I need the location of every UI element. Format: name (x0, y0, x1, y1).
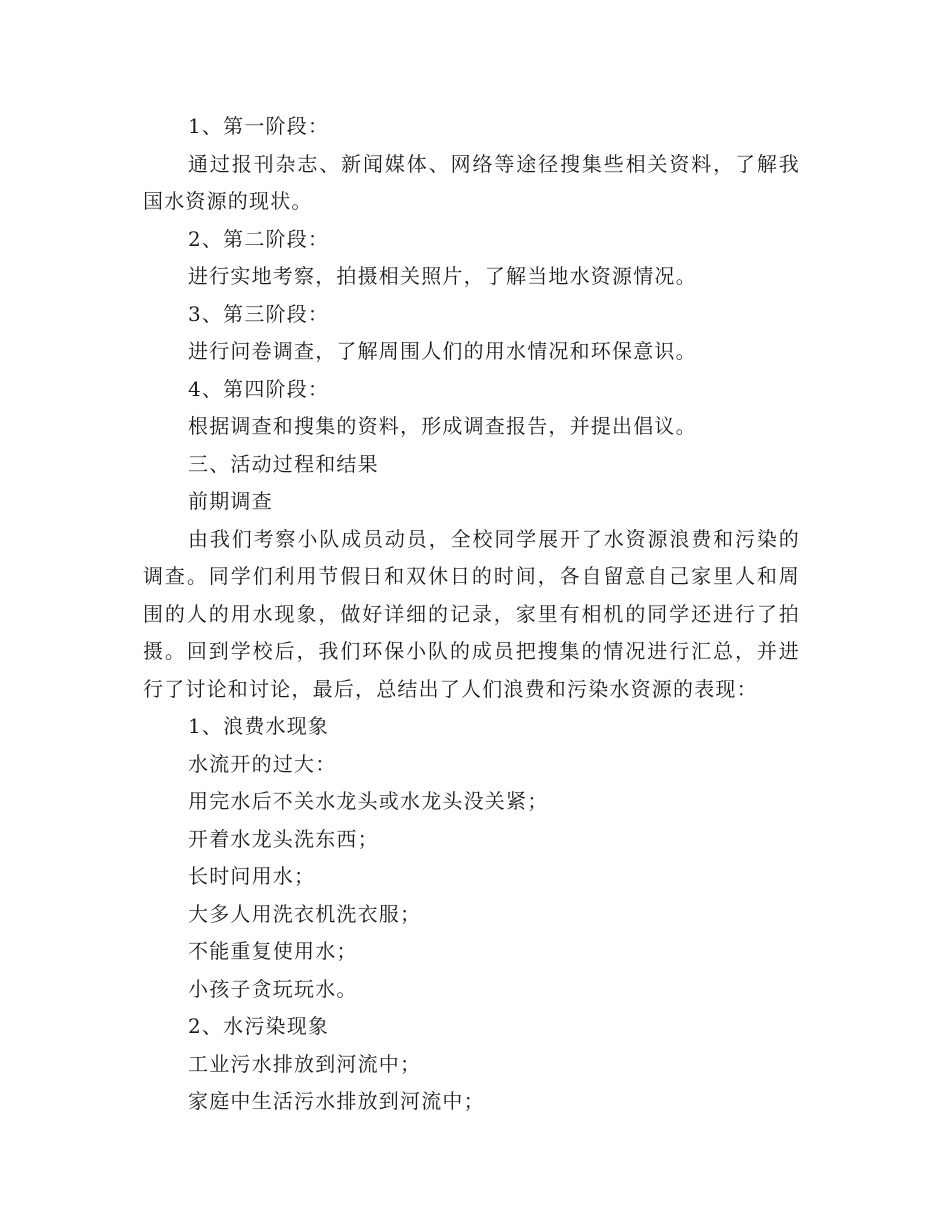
waste-item: 用完水后不关水龙头或水龙头没关紧； (188, 789, 549, 813)
stage-1-heading: 1、第一阶段： (188, 114, 330, 138)
stage-2-heading: 2、第二阶段： (188, 226, 330, 251)
preliminary-survey-heading: 前期调查 (188, 489, 273, 513)
survey-paragraph: 由我们考察小队成员动员，全校同学展开了水资源浪费和污染的调查。同学们利用节假日和双休日的时间，各自留意自己家里人和周围的人的用水现象，做好详细的记录，家里有相机的同学还进行了拍摄。回到学校后，我们环保小队的成员把搜集的情况进行汇总，并进行了讨论和讨论，最后，总结出了人们浪费和污染水资源的表现： (143, 526, 800, 701)
waste-item: 水流开的过大： (188, 751, 337, 776)
stage-1-paragraph: 通过报刊杂志、新闻媒体、网络等途径搜集些相关资料，了解我国水资源的现状。 (143, 151, 800, 213)
section-3-heading: 三、活动过程和结果 (188, 451, 379, 476)
stage-4-text: 根据调查和搜集的资料，形成调查报告，并提出倡议。 (188, 414, 697, 438)
stage-2-text: 进行实地考察，拍摄相关照片，了解当地水资源情况。 (188, 264, 697, 288)
stage-3-heading: 3、第三阶段： (188, 301, 330, 326)
waste-item: 小孩子贪玩玩水。 (188, 976, 358, 1001)
waste-item: 开着水龙头洗东西； (188, 826, 379, 851)
stage-4-heading: 4、第四阶段： (188, 376, 330, 401)
pollution-item: 工业污水排放到河流中； (188, 1051, 422, 1076)
waste-item: 长时问用水； (188, 864, 316, 888)
waste-heading: 1、浪费水现象 (188, 714, 330, 738)
waste-item: 不能重复使用水； (188, 939, 358, 963)
stage-3-text: 进行问卷调查，了解周围人们的用水情况和环保意识。 (188, 339, 697, 363)
pollution-heading: 2、水污染现象 (188, 1014, 330, 1038)
waste-item: 大多人用洗衣机洗衣服； (188, 901, 422, 926)
pollution-item: 家庭中生活污水排放到河流中； (188, 1089, 485, 1113)
